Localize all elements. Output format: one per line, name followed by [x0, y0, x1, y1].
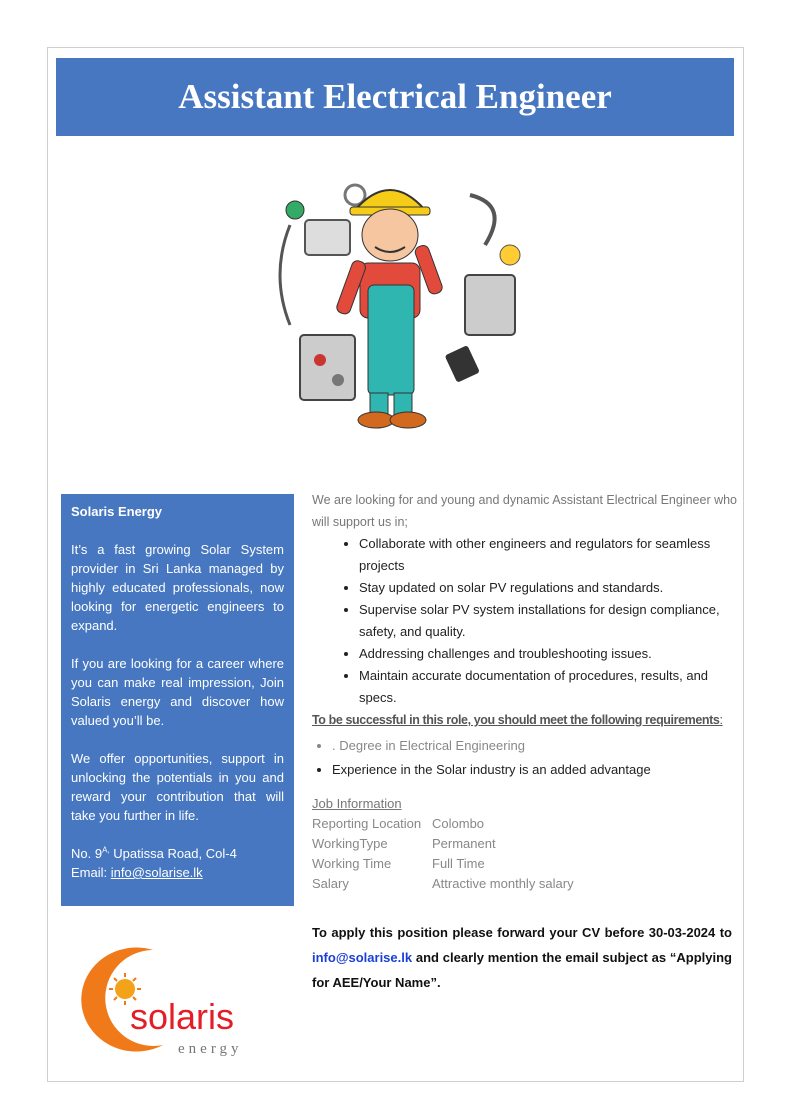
list-item: • Maintain accurate documentation of procedures, results, and specs.: [359, 665, 737, 709]
table-row: Reporting Location Colombo: [312, 816, 485, 831]
list-item: • Collaborate with other engineers and regulators for seamless projects: [359, 533, 737, 577]
company-heading: Solaris Energy: [71, 504, 163, 519]
list-item: • . Degree in Electrical Engineering: [332, 734, 737, 758]
company-info-box: [61, 494, 294, 906]
table-row: Working Time Full Time: [312, 856, 485, 871]
job-info-heading: Job Information: [312, 796, 402, 811]
list-item: • Experience in the Solar industry is an added advantage: [332, 758, 737, 782]
job-description: [312, 489, 737, 782]
title-banner: [56, 58, 734, 136]
list-item: • Supervise solar PV system installations for design compliance, safety, and quality.: [359, 599, 737, 643]
apply-email-link[interactable]: info@solarise.lk: [312, 950, 413, 965]
company-email: Email: info@solarise.lk: [71, 865, 203, 880]
table-row: WorkingType Permanent: [312, 836, 496, 851]
apply-instructions: To apply this position please forward your CV before 30-03-2024 to info@solarise.lk and clearly mention the email subject as “Applying for AEE/Your Name”.: [312, 925, 732, 990]
duties-list: [312, 533, 737, 709]
logo-wordmark: solaris: [130, 996, 235, 1037]
list-item: • Addressing challenges and troubleshooting issues.: [359, 643, 737, 665]
job-information: [312, 794, 737, 894]
email-link[interactable]: info@solarise.lk: [110, 865, 203, 880]
offer-text: We offer opportunities, support in unlocking the potentials in you and reward your contribution that will take you further in life.: [71, 751, 284, 823]
career-pitch: If you are looking for a career where you can make real impression, Join Solaris energy and discover how valued you’ll be.: [71, 656, 284, 728]
list-item: • Stay updated on solar PV regulations and standards.: [359, 577, 737, 599]
requirements-list: [312, 734, 737, 782]
engineer-illustration: [260, 165, 530, 440]
intro-text: We are looking for and young and dynamic Assistant Electrical Engineer who will support us in;: [312, 493, 738, 529]
requirements-heading: To be successful in this role, you should meet the following requirements:: [312, 713, 723, 727]
job-info-table: [312, 814, 574, 894]
right-column: [312, 489, 737, 995]
company-description: It’s a fast growing Solar System provider in Sri Lanka managed by highly educated professionals, now looking for energetic engineers to expand.: [71, 542, 284, 633]
logo-subtitle: energy: [178, 1041, 243, 1057]
page-title: Assistant Electrical Engineer: [178, 77, 612, 116]
solaris-logo: [78, 945, 268, 1060]
company-address: No. $9^{A,}$ Upatissa Road, Col-4: [71, 845, 237, 861]
table-row: Salary Attractive monthly salary: [312, 876, 574, 891]
